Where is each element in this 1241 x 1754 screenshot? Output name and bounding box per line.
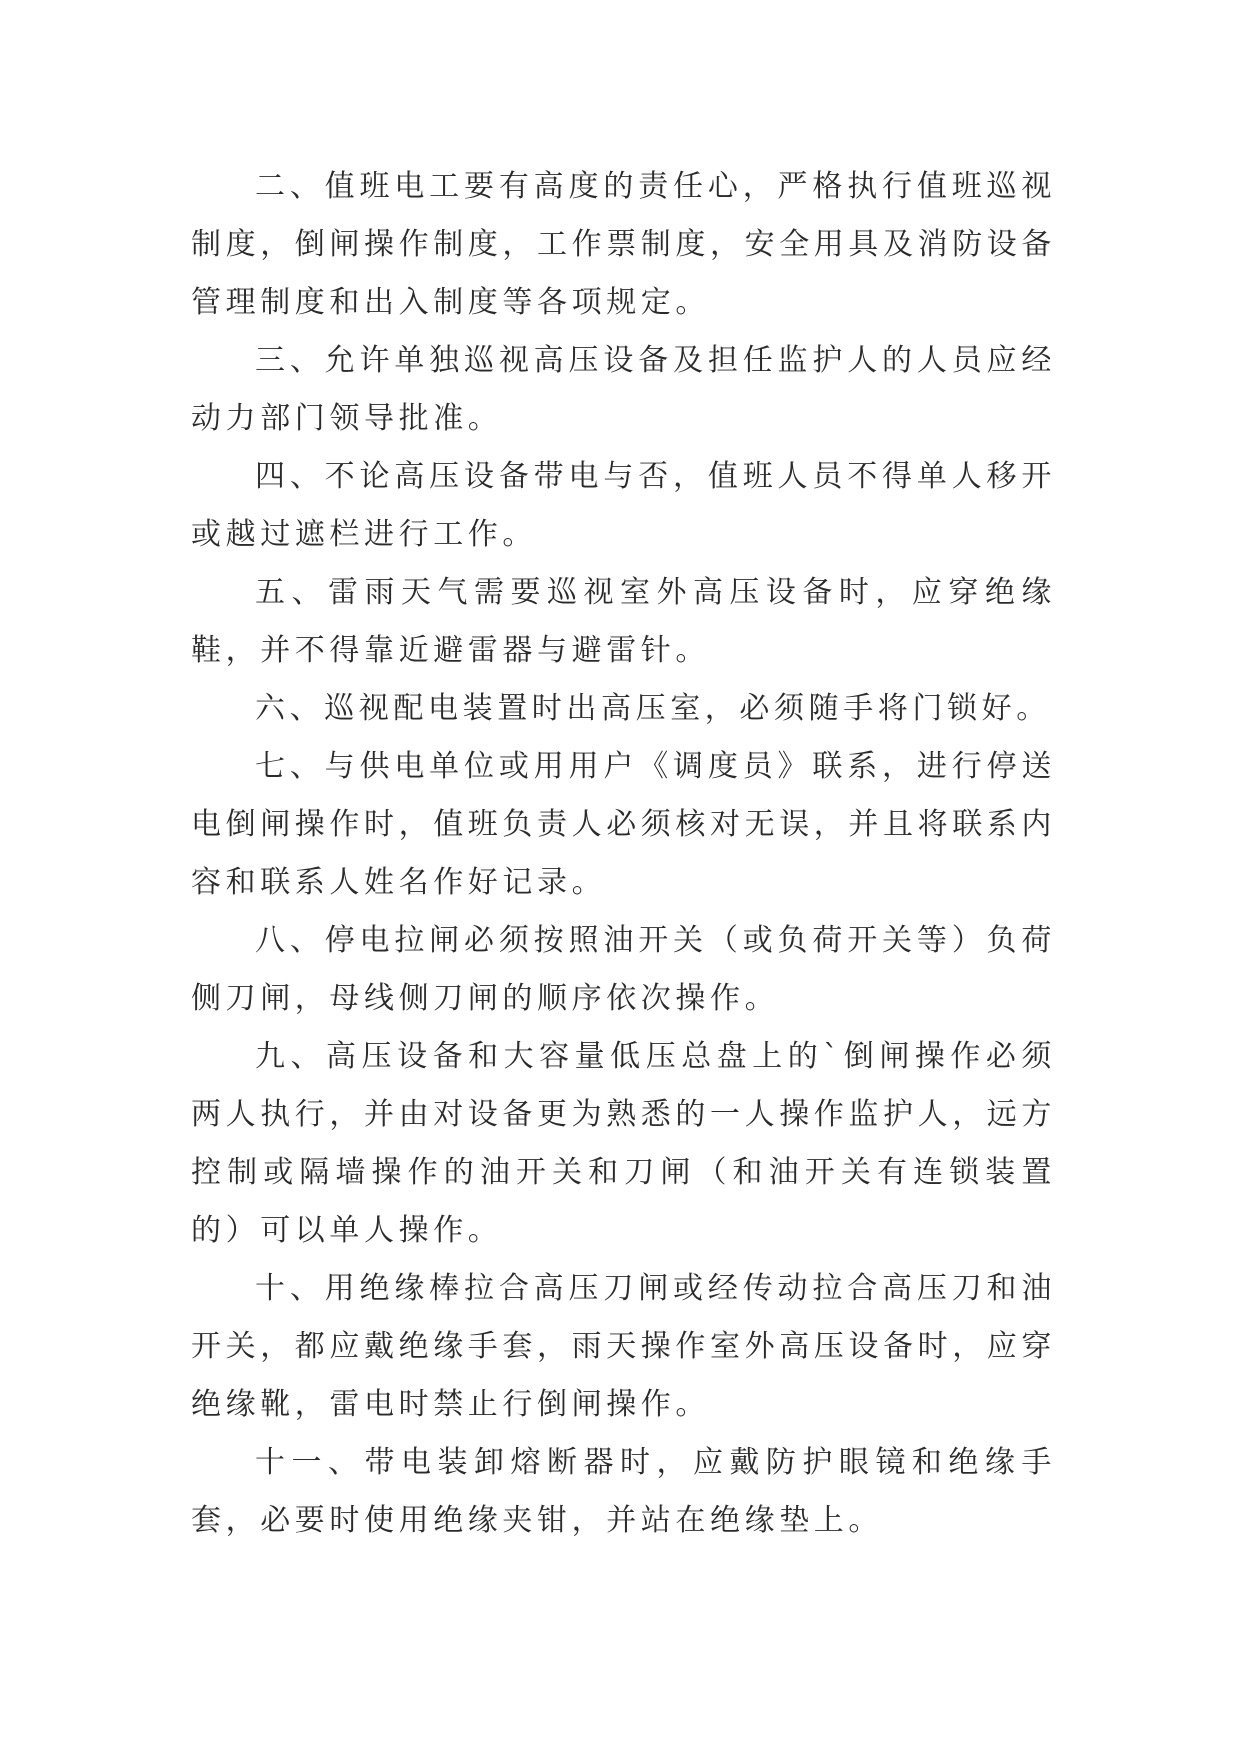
paragraph-11: 十一、带电装卸熔断器时，应戴防护眼镜和绝缘手套，必要时使用绝缘夹钳，并站在绝缘垫上。 — [191, 1445, 1056, 1538]
paragraph-5: 五、雷雨天气需要巡视室外高压设备时，应穿绝缘鞋，并不得靠近避雷器与避雷针。 — [191, 575, 1056, 668]
paragraph-4: 四、不论高压设备带电与否，值班人员不得单人移开或越过遮栏进行工作。 — [191, 459, 1056, 552]
paragraph-7: 七、与供电单位或用用户《调度员》联系，进行停送电倒闸操作时，值班负责人必须核对无误，并且将联系内容和联系人姓名作好记录。 — [191, 749, 1056, 900]
paragraph-6: 六、巡视配电装置时出高压室，必须随手将门锁好。 — [255, 691, 1051, 726]
paragraph-9: 九、高压设备和大容量低压总盘上的`倒闸操作必须两人执行，并由对设备更为熟悉的一人操作监护人，远方控制或隔墙操作的油开关和刀闸（和油开关有连锁装置的）可以单人操作。 — [191, 1039, 1056, 1248]
paragraph-2: 二、值班电工要有高度的责任心，严格执行值班巡视制度，倒闸操作制度，工作票制度，安全用具及消防设备管理制度和出入制度等各项规定。 — [191, 169, 1056, 320]
paragraph-3: 三、允许单独巡视高压设备及担任监护人的人员应经动力部门领导批准。 — [191, 343, 1056, 436]
paragraph-10: 十、用绝缘棒拉合高压刀闸或经传动拉合高压刀和油开关，都应戴绝缘手套，雨天操作室外高压设备时，应穿绝缘靴，雷电时禁止行倒闸操作。 — [191, 1271, 1056, 1422]
document-body — [191, 158, 1056, 1550]
paragraph-8: 八、停电拉闸必须按照油开关（或负荷开关等）负荷侧刀闸，母线侧刀闸的顺序依次操作。 — [191, 923, 1056, 1016]
